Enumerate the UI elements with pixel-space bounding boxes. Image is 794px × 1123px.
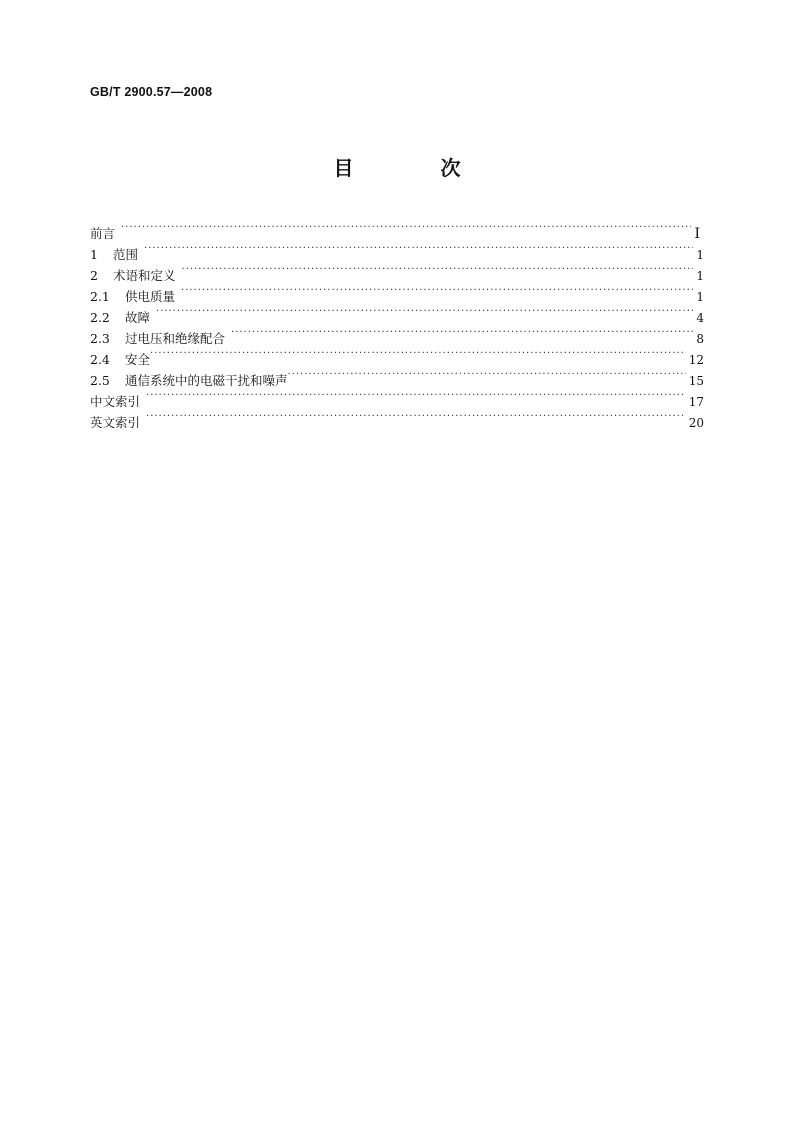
- toc-entry-label: 中文索引: [90, 394, 141, 409]
- toc-entry-page: 1: [696, 269, 704, 283]
- toc-entry-chinese-index[interactable]: [90, 385, 704, 409]
- dot-leader: [150, 343, 686, 364]
- toc-entry-page: 1: [696, 248, 704, 262]
- toc-entry-power-quality[interactable]: [90, 280, 704, 304]
- standard-code: GB/T 2900.57—2008: [90, 85, 213, 99]
- dot-leader: [144, 238, 693, 259]
- toc-entry-number: 1: [90, 247, 98, 262]
- toc-entry-foreword[interactable]: [90, 217, 704, 242]
- toc-entry-english-index[interactable]: [90, 406, 704, 430]
- toc-entry-number: 2.5: [90, 373, 110, 388]
- toc-entry-number: 2.2: [90, 310, 110, 325]
- toc-entry-page: 15: [688, 374, 704, 388]
- toc-entry-page: 1: [696, 290, 704, 304]
- toc-entry-number: 2: [90, 268, 98, 283]
- toc-entry-label: 术语和定义: [113, 268, 176, 283]
- toc-entry-label: 英文索引: [90, 415, 141, 430]
- toc-entry-label: 供电质量: [125, 289, 176, 304]
- toc-entry-number: 2.3: [90, 331, 110, 346]
- toc-entry-label: 通信系统中的电磁干扰和噪声: [125, 373, 288, 388]
- toc-entry-emi[interactable]: [90, 364, 704, 388]
- toc-entry-scope[interactable]: [90, 238, 704, 262]
- toc-entry-page: 4: [696, 311, 704, 325]
- dot-leader: [181, 280, 693, 301]
- toc-entry-number: 2.4: [90, 352, 110, 367]
- dot-leader: [156, 301, 693, 322]
- dot-leader: [231, 322, 693, 343]
- toc-entry-page: 12: [688, 353, 704, 367]
- toc-entry-label: 前言: [90, 226, 116, 241]
- toc-entry-page: 20: [688, 416, 704, 430]
- page-title: 目 次: [333, 156, 501, 180]
- toc-entry-page: 8: [696, 332, 704, 346]
- toc-entry-label: 过电压和绝缘配合: [125, 331, 226, 346]
- toc-entry-safety[interactable]: [90, 343, 704, 367]
- toc-entry-terms[interactable]: [90, 259, 704, 283]
- toc-entry-page: I: [694, 226, 700, 242]
- dot-leader: [288, 364, 686, 385]
- toc-entry-number: 2.1: [90, 289, 110, 304]
- dot-leader: [146, 406, 686, 427]
- toc-entry-page: 17: [688, 395, 704, 409]
- dot-leader: [182, 259, 694, 280]
- toc-entry-label: 安全: [125, 352, 151, 367]
- toc-entry-label: 故障: [125, 310, 151, 325]
- toc-entry-faults[interactable]: [90, 301, 704, 325]
- toc-entry-label: 范围: [113, 247, 139, 262]
- dot-leader: [146, 385, 686, 406]
- dot-leader: [121, 217, 691, 238]
- table-of-contents: [90, 217, 704, 430]
- toc-entry-overvoltage[interactable]: [90, 322, 704, 346]
